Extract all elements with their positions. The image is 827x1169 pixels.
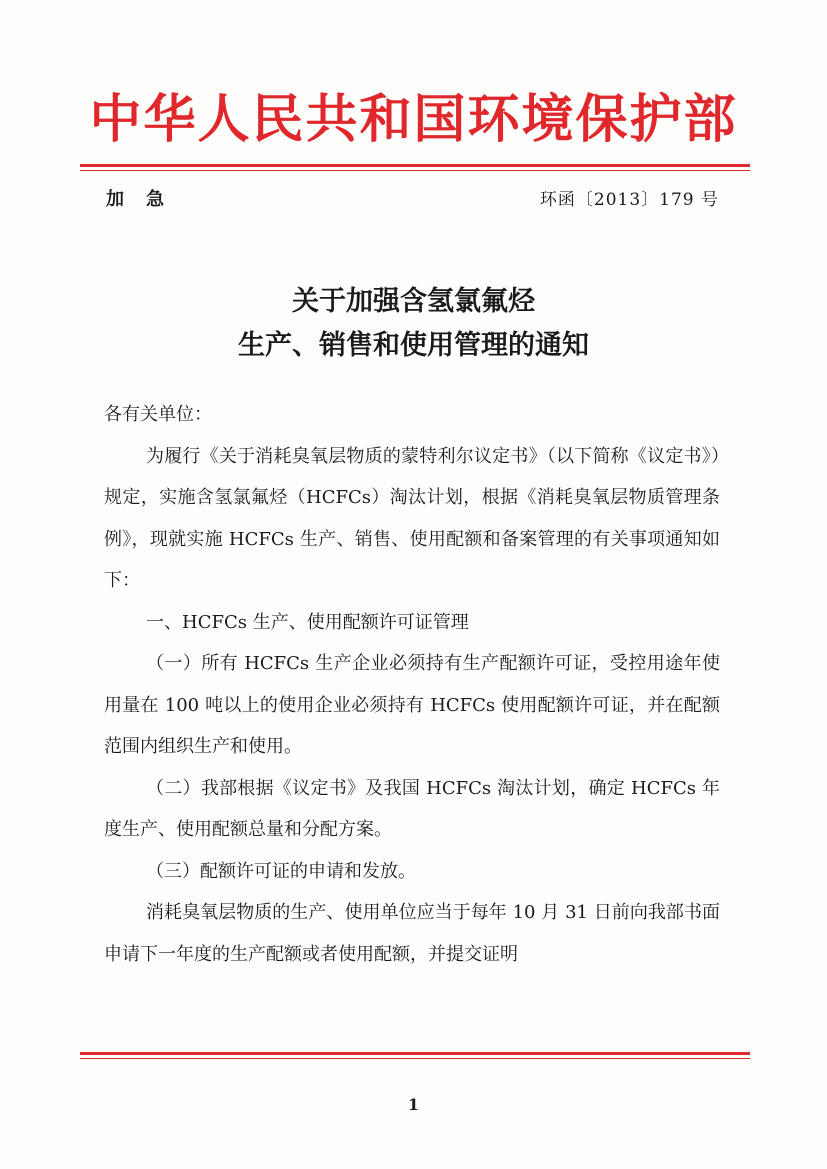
agency-masthead: 中华人民共和国环境保护部 (89, 89, 738, 150)
masthead-divider-thick (80, 164, 750, 167)
page-number: 1 (407, 1095, 420, 1114)
paragraph: 消耗臭氧层物质的生产、使用单位应当于每年 10 月 31 日前向我部书面申请下一年度的生产配额或者使用配额，并提交证明 (104, 902, 720, 965)
paragraph: （二）我部根据《议定书》及我国 HCFCs 淘汰计划，确定 HCFCs 年度生产、使用配额总量和分配方案。 (104, 777, 720, 840)
section-heading: 一、HCFCs 生产、使用配额许可证管理 (146, 611, 469, 633)
document-title-line-2: 生产、销售和使用管理的通知 (238, 330, 589, 361)
paragraph: 为履行《关于消耗臭氧层物质的蒙特利尔议定书》（以下简称《议定书》）规定，实施含氢氯氟烃（HCFCs）淘汰计划，根据《消耗臭氧层物质管理条例》，现就实施 HCFCs 生产、销售、使用配额和备案管理的有关事项通知如下： (104, 445, 720, 591)
urgency-label: 加急 (106, 189, 186, 210)
paragraph: （三）配额许可证的申请和发放。 (146, 860, 416, 882)
paragraph: （一）所有 HCFCs 生产企业必须持有生产配额许可证，受控用途年使用量在 100 吨以上的使用企业必须持有 HCFCs 使用配额许可证，并在配额范围内组织生产和使用。 (104, 653, 720, 757)
footer-divider-thick (80, 1052, 750, 1055)
document-body (104, 394, 720, 975)
masthead-divider-thin (80, 170, 750, 171)
salutation: 各有关单位： (104, 404, 212, 425)
document-number: 环函〔2013〕179 号 (539, 190, 719, 210)
footer-divider-thin (80, 1058, 750, 1059)
document-title-line-1: 关于加强含氢氯氟烃 (292, 286, 535, 317)
